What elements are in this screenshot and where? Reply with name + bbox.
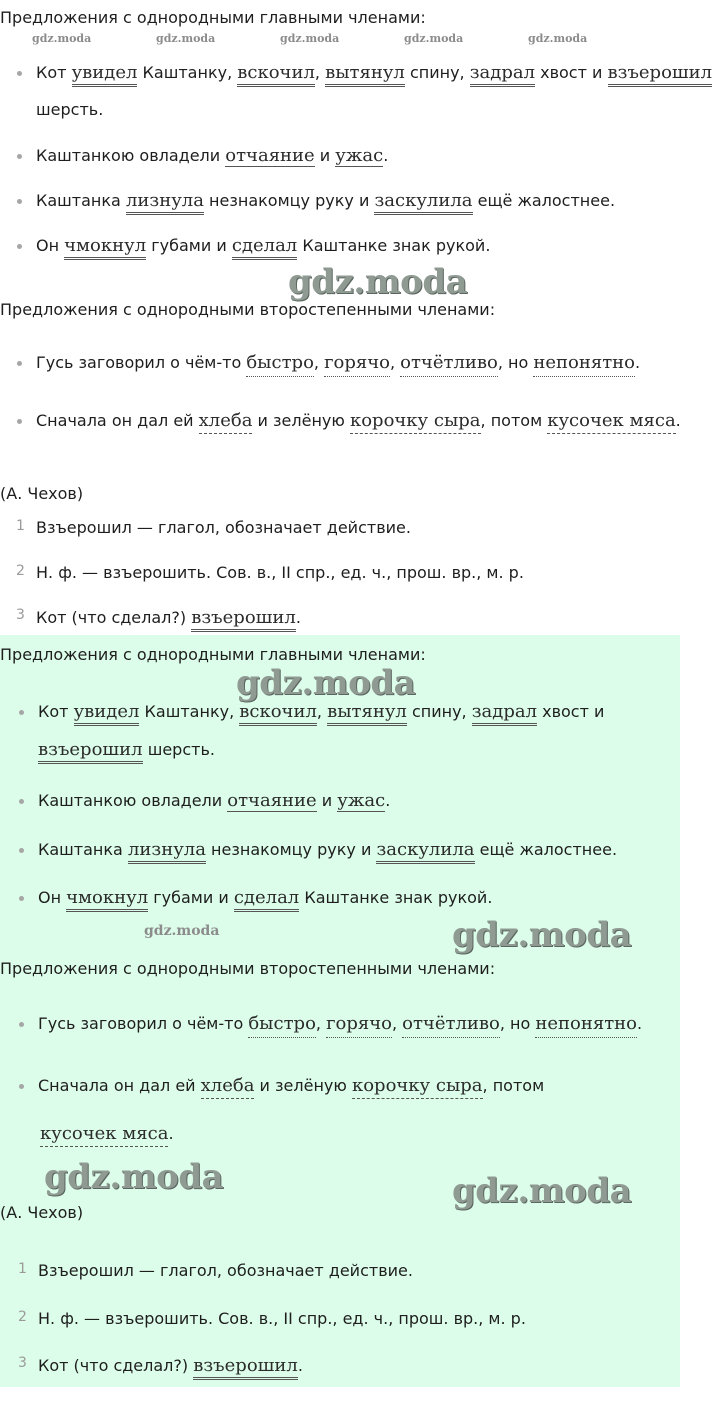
object: хлеба [199, 410, 253, 434]
sentence-4: Он чмокнул губами и сделал Каштанке знак рукой. [38, 887, 492, 908]
predicate: чмокнул [66, 887, 148, 912]
predicate: взъерошил [608, 62, 712, 87]
object: хлеба [201, 1075, 255, 1099]
object: кусочек мяса [547, 410, 675, 434]
subject: отчаяние [225, 145, 315, 166]
watermark-small: gdz.moda [144, 923, 220, 939]
adverbial: быстро [248, 1013, 316, 1038]
watermark-big: gdz.moda [288, 262, 468, 302]
predicate: лизнула [128, 839, 206, 864]
heading-homogeneous-secondary: Предложения с однородными второстепенными членами: [0, 300, 496, 319]
sentence-2: Каштанкою овладели отчаяние и ужас. [36, 145, 389, 166]
analysis-item-3: 3 Кот (что сделал?) взъерошил. [38, 1355, 303, 1376]
predicate: вытянул [327, 701, 407, 726]
watermark-big: gdz.moda [452, 1171, 632, 1211]
predicate: чмокнул [64, 235, 146, 260]
sentence-3: Каштанка лизнула незнакомцу руку и заскулила ещё жалостнее. [36, 190, 615, 211]
sentence-2: Каштанкою овладели отчаяние и ужас. [38, 790, 391, 811]
subject: отчаяние [227, 790, 317, 811]
adverbial: быстро [246, 352, 314, 377]
sentence-1-continued: взъерошил шерсть. [38, 739, 215, 760]
predicate: заскулила [376, 839, 474, 864]
analysis-item-2: 2 Н. ф. — взъерошить. Сов. в., II спр., ед. ч., прош. вр., м. р. [18, 1309, 526, 1328]
predicate: задрал [472, 701, 537, 726]
sentence-1: Кот увидел Каштанку, вскочил, вытянул спину, задрал хвост и [38, 701, 604, 722]
watermark-small: gdz.moda [280, 32, 340, 45]
watermark-small: gdz.moda [32, 32, 92, 45]
adverbial: горячо [326, 1013, 392, 1038]
predicate: увидел [74, 701, 140, 726]
analysis-item-3: 3 Кот (что сделал?) взъерошил. [36, 607, 301, 628]
subject: ужас [337, 790, 386, 811]
author: (А. Чехов) [0, 1203, 84, 1222]
sentence-6: Сначала он дал ей хлеба и зелёную корочку сыра, потом кусочек мяса. [36, 410, 681, 431]
sentence-1-continued: шерсть. [36, 100, 104, 119]
predicate: сделал [234, 887, 299, 912]
sentence-5: Гусь заговорил о чём-то быстро, горячо, отчётливо, но непонятно. [38, 1013, 642, 1034]
sentence-3: Каштанка лизнула незнакомцу руку и заскулила ещё жалостнее. [38, 839, 617, 860]
answer-block-2 [0, 635, 680, 1387]
analysis-item-1: 1 Взъерошил — глагол, обозначает действие. [16, 518, 411, 537]
predicate: вскочил [237, 62, 315, 87]
subject: ужас [335, 145, 384, 166]
sentence-4: Он чмокнул губами и сделал Каштанке знак рукой. [36, 235, 490, 256]
predicate: увидел [72, 62, 138, 87]
predicate: сделал [232, 235, 297, 260]
predicate: вытянул [325, 62, 405, 87]
heading-homogeneous-main: Предложения с однородными главными членами: [0, 8, 426, 27]
adverbial: непонятно [533, 352, 635, 377]
adverbial: отчётливо [400, 352, 498, 377]
predicate: лизнула [126, 190, 204, 215]
watermark-small: gdz.moda [156, 32, 216, 45]
heading-homogeneous-secondary: Предложения с однородными второстепенными членами: [0, 959, 496, 978]
sentence-5: Гусь заговорил о чём-то быстро, горячо, отчётливо, но непонятно. [36, 352, 640, 373]
adverbial: непонятно [535, 1013, 637, 1038]
watermark-big: gdz.moda [236, 663, 416, 703]
watermark-big: gdz.moda [452, 915, 632, 955]
object: корочку сыра [352, 1075, 483, 1099]
answer-block-1 [0, 0, 712, 635]
predicate: заскулила [374, 190, 472, 215]
predicate: взъерошил [38, 739, 143, 764]
predicate: вскочил [239, 701, 317, 726]
watermark-small: gdz.moda [528, 32, 588, 45]
analysis-item-1: 1 Взъерошил — глагол, обозначает действие. [18, 1261, 413, 1280]
object: кусочек мяса [40, 1123, 168, 1147]
sentence-6: Сначала он дал ей хлеба и зелёную корочку сыра, потом [38, 1075, 544, 1096]
author: (А. Чехов) [0, 484, 84, 503]
analysis-item-2: 2 Н. ф. — взъерошить. Сов. в., II спр., ед. ч., прош. вр., м. р. [16, 563, 524, 582]
watermark-small: gdz.moda [404, 32, 464, 45]
heading-homogeneous-main: Предложения с однородными главными членами: [0, 645, 426, 664]
adverbial: отчётливо [402, 1013, 500, 1038]
sentence-1: Кот увидел Каштанку, вскочил, вытянул спину, задрал хвост и взъерошил [36, 62, 712, 83]
adverbial: горячо [324, 352, 390, 377]
object: корочку сыра [350, 410, 481, 434]
predicate: задрал [470, 62, 535, 87]
predicate: взъерошил [191, 607, 296, 632]
sentence-6-continued: кусочек мяса. [40, 1123, 174, 1144]
predicate: взъерошил [193, 1355, 298, 1380]
watermark-big: gdz.moda [44, 1157, 224, 1197]
